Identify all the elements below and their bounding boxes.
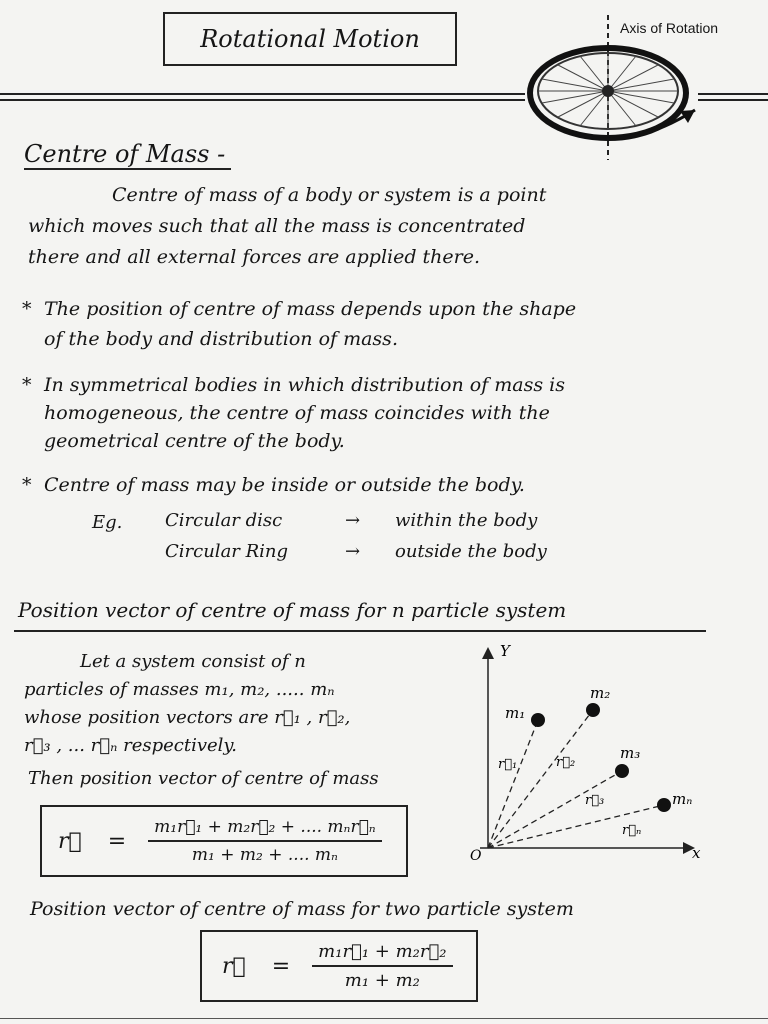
definition-line-1: Centre of mass of a body or system is a point [112, 184, 547, 206]
axis-of-rotation-label: Axis of Rotation [620, 20, 719, 36]
example-result-ring: outside the body [395, 541, 547, 562]
mass-label-m3: m₃ [620, 744, 641, 762]
vector-label-r1: r⃗₁ [498, 757, 518, 772]
formula-numerator: m₁r⃗₁ + m₂r⃗₂ + .... mₙr⃗ₙ [148, 817, 382, 842]
intro-line-4: r⃗₃ , ... r⃗ₙ respectively. [24, 735, 237, 756]
particle-m1 [531, 713, 545, 727]
formula-2-fraction [312, 941, 452, 991]
formula-lhs: r⃗ [58, 828, 82, 854]
bullet-1-line-1: The position of centre of mass depends upon the shape [44, 298, 577, 320]
y-axis-label: Y [500, 642, 510, 660]
header-rule-right [698, 93, 768, 95]
bullet-2-line-3: geometrical centre of the body. [44, 430, 345, 452]
particle-system-diagram [460, 640, 710, 870]
formula-2-denominator: m₁ + m₂ [344, 970, 420, 991]
example-object-ring: Circular Ring [165, 541, 289, 562]
page-bottom-edge [0, 1018, 768, 1019]
formula-denominator: m₁ + m₂ + .... mₙ [191, 845, 338, 865]
example-label: Eg. [92, 512, 123, 533]
mass-label-m2: m₂ [590, 684, 611, 702]
mass-label-mn: mₙ [672, 790, 693, 808]
x-axis-label: x [692, 844, 701, 862]
bullet-3-line-1: Centre of mass may be inside or outside the body. [44, 474, 525, 496]
intro-line-2: particles of masses m₁, m₂, ..... mₙ [24, 679, 335, 700]
example-arrow: → [345, 541, 361, 562]
section-heading-n-particle: Position vector of centre of mass for n particle system [18, 598, 567, 622]
formula-box-n-particle [40, 805, 408, 877]
header-rule-left [0, 93, 525, 95]
bullet-2-line-2: homogeneous, the centre of mass coincides with the [44, 402, 550, 424]
intro-line-3: whose position vectors are r⃗₁ , r⃗₂, [24, 707, 351, 728]
vector-line-r2 [488, 710, 593, 848]
formula-2-numerator: m₁r⃗₁ + m₂r⃗₂ [312, 941, 452, 967]
bullet-1-line-2: of the body and distribution of mass. [44, 328, 398, 350]
particle-m3 [615, 764, 629, 778]
vector-line-r3 [488, 771, 622, 848]
definition-line-2: which moves such that all the mass is concentrated [28, 215, 526, 237]
formula-equals: = [107, 828, 127, 854]
section-heading-centre-of-mass: Centre of Mass - [24, 140, 231, 170]
then-line: Then position vector of centre of mass [28, 768, 379, 789]
page-title: Rotational Motion [163, 12, 457, 66]
definition-line-3: there and all external forces are applied there. [28, 246, 481, 268]
formula-fraction [148, 817, 382, 865]
intro-line-1: Let a system consist of n [80, 651, 306, 672]
vector-label-r2: r⃗₂ [556, 755, 576, 770]
vector-label-r3: r⃗₃ [585, 793, 605, 808]
vector-label-rn: r⃗ₙ [622, 823, 642, 838]
bullet-marker: * [22, 298, 32, 320]
header-rule-left-2 [0, 99, 525, 101]
rotating-wheel-illustration [520, 15, 750, 165]
bullet-marker: * [22, 374, 32, 396]
example-result-disc: within the body [395, 510, 538, 531]
formula-2-equals: = [271, 953, 291, 979]
section-heading-underline [14, 630, 706, 632]
section-heading-two-particle: Position vector of centre of mass for two particle system [30, 898, 574, 920]
example-arrow: → [345, 510, 361, 531]
bullet-marker: * [22, 474, 32, 496]
origin-label: O [470, 848, 482, 864]
formula-box-two-particle [200, 930, 478, 1002]
vector-line-r1 [488, 720, 538, 848]
particle-mn [657, 798, 671, 812]
formula-2-lhs: r⃗ [222, 953, 246, 979]
bullet-2-line-1: In symmetrical bodies in which distribution of mass is [44, 374, 565, 396]
mass-label-m1: m₁ [505, 704, 526, 722]
particle-m2 [586, 703, 600, 717]
wheel-hub [602, 85, 614, 97]
example-object-disc: Circular disc [165, 510, 283, 531]
header-rule-right-2 [698, 99, 768, 101]
